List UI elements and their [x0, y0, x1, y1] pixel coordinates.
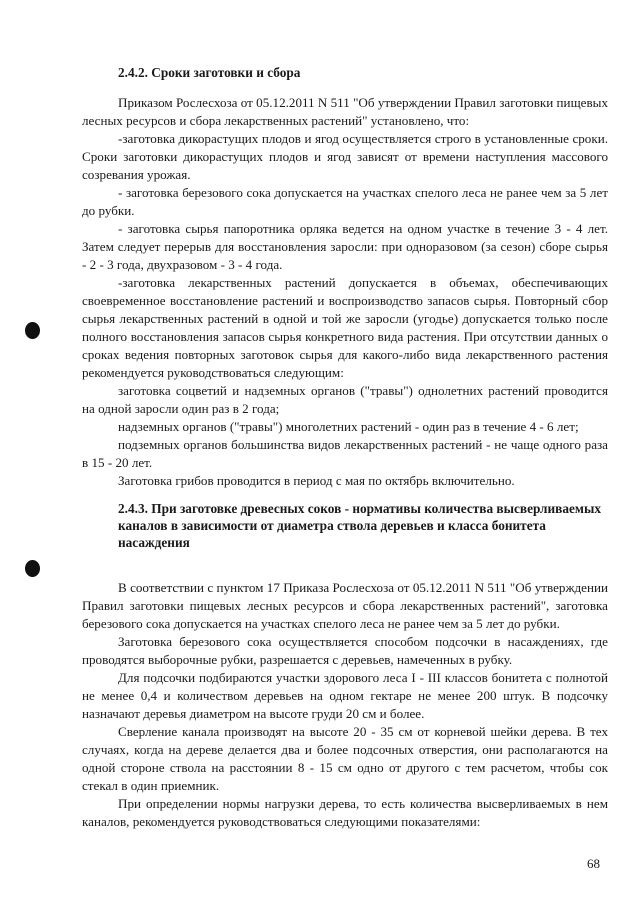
paragraph-bracken-fern: - заготовка сырья папоротника орляка ведется на одном участке в течение 3 - 4 лет. Затем следует перерыв для восстановления заросли: при одноразовом (за сезон) сборе сырья - 2 - 3 года, двухразовом - 3 - 4 года.: [82, 221, 608, 272]
punch-hole-bottom: [25, 560, 40, 577]
page-content: [82, 64, 608, 831]
section-spacer: [82, 551, 608, 579]
paragraph-load-norms: При определении нормы нагрузки дерева, то есть количества высверливаемых в нем каналов, рекомендуется руководствоваться следующими показателями:: [82, 796, 608, 829]
paragraph-birch-sap: - заготовка березового сока допускается на участках спелого леса не ранее чем за 5 лет до рубки.: [82, 185, 608, 218]
paragraph-perennial-plants: надземных органов ("травы") многолетних растений - один раз в течение 4 - 6 лет;: [118, 419, 579, 434]
paragraph-fruits-berries: -заготовка дикорастущих плодов и ягод осуществляется строго в установленные сроки. Сроки заготовки дикорастущих плодов и ягод зависят от времени наступления массового созревания урожая.: [82, 131, 608, 182]
section-title-2-4-2: 2.4.2. Сроки заготовки и сбора: [118, 65, 301, 80]
paragraph-order-reference: В соответствии с пунктом 17 Приказа Рослесхоза от 05.12.2011 N 511 "Об утверждении Правил заготовки пищевых лесных ресурсов и сбора лекарственных растений", заготовка березового сока допускается на участках спелого леса не ранее чем за 5 лет до рубки.: [82, 580, 608, 631]
section-title-2-4-3: 2.4.3. При заготовке древесных соков - нормативы количества высверливаемых каналов в зависимости от диаметра ствола деревьев и класса бонитета насаждения: [118, 501, 601, 550]
paragraph-site-selection: Для подсочки подбираются участки здорового леса I - III классов бонитета с полнотой не менее 0,4 и количеством деревьев на одном гектаре не менее 200 штук. В подсочку назначают деревья диаметром на высоте груди 20 см и более.: [82, 670, 608, 721]
paragraph-drilling-height: Сверление канала производят на высоте 20 - 35 см от корневой шейки дерева. В тех случаях, когда на дереве делается два и более подсочных отверстия, они располагаются на одной стороне ствола на расстоянии 8 - 15 см одно от другого с тем расчетом, чтобы сок стекал в один приемник.: [82, 724, 608, 793]
page-number: 68: [587, 856, 600, 871]
paragraph-intro: Приказом Рослесхоза от 05.12.2011 N 511 "Об утверждении Правил заготовки пищевых лесных ресурсов и сбора лекарственных растений" установлено, что:: [82, 95, 608, 128]
paragraph-tapping-method: Заготовка березового сока осуществляется способом подсочки в насаждениях, где проводятся выборочные рубки, разрешается с деревьев, намеченных в рубку.: [82, 634, 608, 667]
paragraph-annual-plants: заготовка соцветий и надземных органов ("травы") однолетних растений проводится на одной заросли один раз в 2 года;: [82, 383, 608, 416]
paragraph-medicinal-plants: -заготовка лекарственных растений допускается в объемах, обеспечивающих своевременное восстановление растений и воспроизводство запасов сырья. Повторный сбор сырья лекарственных растений в одной и той же заросли (угодье) допускается только после полного восстановления запасов сырья конкретного вида растения. При отсутствии данных о сроках ведения повторных заготовок сырья для какого-либо вида лекарственного растения рекомендуется руководствоваться следующим:: [82, 275, 608, 380]
punch-hole-top: [25, 322, 40, 339]
paragraph-mushrooms: Заготовка грибов проводится в период с мая по октябрь включительно.: [118, 473, 515, 488]
paragraph-underground-organs: подземных органов большинства видов лекарственных растений - не чаще одного раза в 15 - 20 лет.: [82, 437, 608, 470]
